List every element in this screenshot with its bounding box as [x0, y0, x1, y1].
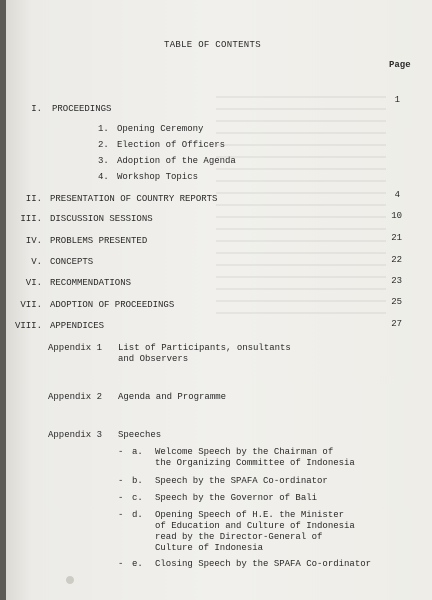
- section-number: VI.: [25, 278, 42, 288]
- section-page: 10: [391, 211, 402, 221]
- page-title: TABLE OF CONTENTS: [164, 40, 261, 50]
- speech-title-line: Culture of Indonesia: [155, 543, 264, 553]
- section-number: III.: [20, 214, 42, 224]
- paper-smudge: [66, 576, 74, 584]
- speech-title-line: the Organizing Committee of Indonesia: [155, 458, 355, 468]
- speech-bullet: -: [118, 559, 124, 569]
- speech-letter: a.: [132, 447, 143, 457]
- speech-bullet: -: [118, 510, 124, 520]
- section-label: PROBLEMS PRESENTED: [50, 236, 148, 246]
- subitem-number: 3.: [98, 156, 109, 166]
- subitem-label: Adoption of the Agenda: [117, 156, 236, 166]
- speech-title-line: of Education and Culture of Indonesia: [155, 521, 355, 531]
- appendix-label: Appendix 2: [48, 392, 103, 402]
- appendix-title: Speeches: [118, 430, 162, 440]
- appendix-title: Agenda and Programme: [118, 392, 227, 402]
- section-label: PROCEEDINGS: [52, 104, 112, 114]
- speech-title: Welcome Speech by the Chairman of: [155, 447, 334, 457]
- speech-letter: b.: [132, 476, 143, 486]
- section-label: ADOPTION OF PROCEEDINGS: [50, 300, 175, 310]
- speech-title: Speech by the Governor of Bali: [155, 493, 318, 503]
- section-number: V.: [31, 257, 42, 267]
- speech-title: Speech by the SPAFA Co-ordinator: [155, 476, 328, 486]
- section-page: 22: [391, 255, 402, 265]
- speech-letter: d.: [132, 510, 143, 520]
- appendix-label: Appendix 3: [48, 430, 103, 440]
- section-label: DISCUSSION SESSIONS: [50, 214, 153, 224]
- subitem-number: 4.: [98, 172, 109, 182]
- subitem-number: 1.: [98, 124, 109, 134]
- speech-bullet: -: [118, 476, 124, 486]
- section-page: 25: [391, 297, 402, 307]
- section-label: CONCEPTS: [50, 257, 94, 267]
- section-label: PRESENTATION OF COUNTRY REPORTS: [50, 194, 218, 204]
- document-page: [6, 0, 432, 600]
- speech-letter: e.: [132, 559, 143, 569]
- subitem-number: 2.: [98, 140, 109, 150]
- section-number: VIII.: [14, 321, 42, 331]
- speech-letter: c.: [132, 493, 143, 503]
- page-column-header: Page: [389, 60, 411, 70]
- section-number: VII.: [20, 300, 42, 310]
- subitem-label: Opening Ceremony: [117, 124, 204, 134]
- speech-title-line: read by the Director-General of: [155, 532, 323, 542]
- speech-title: Closing Speech by the SPAFA Co-ordinator: [155, 559, 372, 569]
- speech-bullet: -: [118, 447, 124, 457]
- section-page: 23: [391, 276, 402, 286]
- section-label: APPENDICES: [50, 321, 105, 331]
- subitem-label: Workshop Topics: [117, 172, 199, 182]
- section-label: RECOMMENDATIONS: [50, 278, 132, 288]
- section-number: I.: [31, 104, 42, 114]
- section-page: 1: [394, 95, 400, 105]
- appendix-title-line2: and Observers: [118, 354, 189, 364]
- section-page: 4: [394, 190, 400, 200]
- section-number: IV.: [25, 236, 42, 246]
- speech-title: Opening Speech of H.E. the Minister: [155, 510, 345, 520]
- speech-bullet: -: [118, 493, 124, 503]
- bleed-through-text: [216, 96, 386, 316]
- appendix-title: List of Participants, onsultants: [118, 343, 291, 353]
- subitem-label: Election of Officers: [117, 140, 226, 150]
- section-number: II.: [25, 194, 42, 204]
- appendix-label: Appendix 1: [48, 343, 103, 353]
- section-page: 21: [391, 233, 402, 243]
- section-page: 27: [391, 319, 402, 329]
